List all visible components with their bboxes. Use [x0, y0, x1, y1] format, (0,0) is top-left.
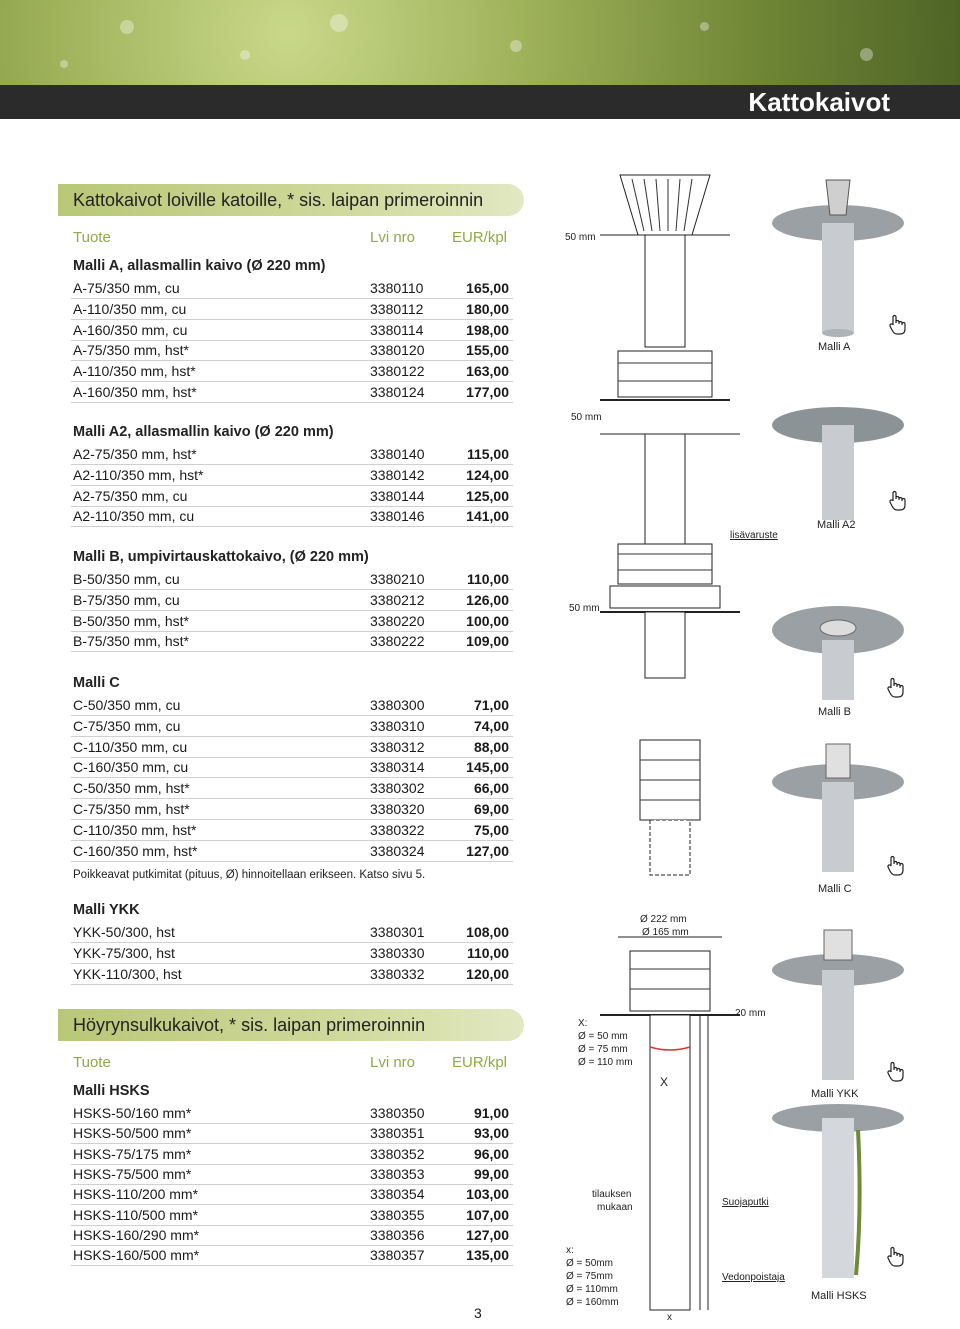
- label-malli-ykk: Malli YKK: [811, 1088, 859, 1100]
- product-name: HSKS-160/500 mm*: [73, 1247, 200, 1264]
- lvi-number: 3380357: [370, 1247, 425, 1264]
- product-name: C-110/350 mm, hst*: [73, 821, 197, 838]
- product-name: C-110/350 mm, cu: [73, 738, 188, 755]
- product-name: HSKS-160/290 mm*: [73, 1226, 200, 1243]
- price: 108,00: [466, 924, 509, 940]
- table-row: [71, 695, 513, 716]
- table-row: [71, 1245, 513, 1266]
- dim-20mm: 20 mm: [735, 1008, 766, 1019]
- product-name: HSKS-75/500 mm*: [73, 1165, 192, 1182]
- table-row: [71, 841, 513, 862]
- label-malli-b: Malli B: [818, 706, 852, 718]
- product-name: C-160/350 mm, cu: [73, 759, 189, 776]
- price: 66,00: [473, 780, 509, 797]
- product-name: A2-75/350 mm, cu: [73, 487, 188, 504]
- section-title-2: Höyrynsulkukaivot, * sis. laipan primeroinnin: [73, 1015, 426, 1035]
- price: 135,00: [466, 1247, 509, 1264]
- group-title: Malli A2, allasmallin kaivo (Ø 220 mm): [73, 424, 334, 440]
- col-head-price-2: EUR/kpl: [452, 1054, 508, 1071]
- price: 99,00: [473, 1165, 509, 1182]
- lvi-number: 3380350: [370, 1105, 425, 1121]
- header-banner-image: [0, 0, 960, 85]
- product-name: B-75/350 mm, cu: [73, 591, 180, 608]
- drawing-malli-c: [630, 740, 710, 875]
- lvi-number: 3380320: [370, 801, 425, 817]
- x-label: X:: [578, 1018, 588, 1029]
- table-row: [71, 943, 513, 964]
- hand-pointer-icon[interactable]: [887, 314, 909, 336]
- table-row: [71, 278, 513, 299]
- product-name: A2-75/350 mm, hst*: [73, 446, 197, 462]
- product-name: A-160/350 mm, hst*: [73, 384, 197, 400]
- product-name: HSKS-75/175 mm*: [73, 1145, 192, 1162]
- product-name: HSKS-110/200 mm*: [73, 1186, 199, 1203]
- x2-75: Ø = 75mm: [566, 1271, 613, 1282]
- product-name: C-50/350 mm, cu: [73, 697, 181, 713]
- table-row: [71, 757, 513, 778]
- lvi-number: 3380322: [370, 821, 425, 838]
- price: 126,00: [466, 591, 509, 608]
- hand-pointer-icon[interactable]: [885, 1061, 907, 1083]
- price: 103,00: [466, 1186, 509, 1203]
- title-bar: [0, 85, 960, 119]
- table-row: [71, 444, 513, 465]
- lvi-number: 3380301: [370, 924, 425, 940]
- group-title: Malli C: [73, 675, 120, 691]
- price: 107,00: [466, 1206, 509, 1223]
- label-malli-a2: Malli A2: [817, 519, 856, 531]
- lvi-number: 3380314: [370, 759, 425, 776]
- dim-50mm-a2: 50 mm: [571, 412, 602, 423]
- price: 145,00: [466, 759, 509, 776]
- product-name: YKK-75/300, hst: [73, 944, 175, 961]
- product-image-malli-ykk: [770, 910, 910, 1085]
- product-name: C-75/350 mm, cu: [73, 717, 181, 734]
- price: 110,00: [466, 571, 509, 587]
- table-row: [71, 1103, 513, 1124]
- group-title: Malli B, umpivirtauskattokaivo, (Ø 220 mm): [73, 549, 369, 565]
- table-row: [71, 486, 513, 507]
- group-title: Malli HSKS: [73, 1083, 150, 1099]
- product-name: A-75/350 mm, hst*: [73, 342, 189, 359]
- x2-160: Ø = 160mm: [566, 1297, 619, 1308]
- table-row: [71, 1205, 513, 1226]
- dim-x-small: x: [667, 1312, 672, 1323]
- product-name: B-50/350 mm, cu: [73, 571, 180, 587]
- lisavaruste-label: lisävaruste: [730, 530, 778, 541]
- product-name: B-75/350 mm, hst*: [73, 633, 189, 650]
- section-header-hoyrynsulku: [58, 1009, 524, 1041]
- price: 125,00: [466, 487, 509, 504]
- price: 91,00: [473, 1105, 509, 1121]
- product-name: C-50/350 mm, hst*: [73, 780, 190, 797]
- price: 124,00: [466, 466, 509, 483]
- table-row: [71, 569, 513, 590]
- lvi-number: 3380352: [370, 1145, 425, 1162]
- table-row: [71, 799, 513, 820]
- dim-d222: Ø 222 mm: [640, 914, 687, 925]
- table-row: [71, 1144, 513, 1165]
- col-head-price: EUR/kpl: [452, 229, 508, 246]
- product-name: HSKS-50/500 mm*: [73, 1125, 192, 1142]
- product-name: A-110/350 mm, hst*: [73, 363, 196, 380]
- lvi-number: 3380312: [370, 738, 425, 755]
- price: 88,00: [473, 738, 509, 755]
- price: 177,00: [466, 384, 509, 400]
- lvi-number: 3380120: [370, 342, 425, 359]
- hand-pointer-icon[interactable]: [885, 855, 907, 877]
- product-name: A2-110/350 mm, cu: [73, 508, 195, 525]
- price: 127,00: [466, 842, 509, 859]
- table-row: [71, 611, 513, 632]
- lvi-number: 3380142: [370, 466, 425, 483]
- price: 115,00: [466, 446, 509, 462]
- table-row: [71, 590, 513, 611]
- table-row: [71, 506, 513, 527]
- product-name: YKK-110/300, hst: [73, 965, 182, 982]
- product-name: C-160/350 mm, hst*: [73, 842, 198, 859]
- price: 155,00: [466, 342, 509, 359]
- x2-50: Ø = 50mm: [566, 1258, 613, 1269]
- lvi-number: 3380110: [370, 280, 424, 296]
- lvi-number: 3380302: [370, 780, 425, 797]
- table-row: [71, 820, 513, 841]
- product-name: YKK-50/300, hst: [73, 924, 175, 940]
- product-name: A-75/350 mm, cu: [73, 280, 180, 296]
- section-header-kattokaivot: [58, 184, 524, 216]
- col-head-lvi: Lvi nro: [370, 229, 416, 246]
- dim-50mm-a: 50 mm: [565, 232, 596, 243]
- price: 74,00: [473, 717, 509, 734]
- product-name: C-75/350 mm, hst*: [73, 801, 190, 817]
- lvi-number: 3380310: [370, 717, 425, 734]
- lvi-number: 3380212: [370, 591, 425, 608]
- mukaan-label: mukaan: [597, 1202, 633, 1213]
- col-head-product: Tuote: [73, 229, 111, 246]
- drawing-malli-a: [600, 175, 730, 415]
- table-row: [71, 299, 513, 320]
- table-row: [71, 340, 513, 361]
- x-110: Ø = 110 mm: [578, 1057, 633, 1068]
- page-title: Kattokaivot: [748, 87, 890, 117]
- x2-110: Ø = 110mm: [566, 1284, 618, 1295]
- price: 100,00: [466, 612, 509, 629]
- group-title: Malli A, allasmallin kaivo (Ø 220 mm): [73, 258, 326, 274]
- lvi-number: 3380146: [370, 508, 425, 525]
- price: 109,00: [466, 633, 509, 650]
- table-row: [71, 631, 513, 652]
- price: 110,00: [466, 944, 509, 961]
- lvi-number: 3380222: [370, 633, 425, 650]
- price: 198,00: [466, 321, 509, 338]
- section-title: Kattokaivot loiville katoille, * sis. laipan primeroinnin: [73, 190, 484, 210]
- lvi-number: 3380210: [370, 571, 425, 587]
- table-row: [71, 1123, 513, 1144]
- lvi-number: 3380144: [370, 487, 425, 504]
- price: 141,00: [466, 508, 509, 525]
- price: 120,00: [466, 965, 509, 982]
- lvi-number: 3380112: [370, 300, 424, 317]
- table-row: [71, 361, 513, 382]
- page-number: 3: [474, 1305, 482, 1321]
- lvi-number: 3380356: [370, 1226, 425, 1243]
- lvi-number: 3380114: [370, 321, 424, 338]
- label-malli-hsks: Malli HSKS: [811, 1290, 867, 1302]
- price: 71,00: [473, 697, 509, 713]
- price: 127,00: [466, 1226, 509, 1243]
- suojaputki-label: Suojaputki: [722, 1197, 769, 1208]
- footnote: Poikkeavat putkimitat (pituus, Ø) hinnoitellaan erikseen. Katso sivu 5.: [73, 869, 426, 881]
- lvi-number: 3380330: [370, 944, 425, 961]
- table-row: [71, 778, 513, 799]
- x-75: Ø = 75 mm: [578, 1044, 628, 1055]
- table-row: [71, 964, 513, 985]
- label-malli-a: Malli A: [818, 341, 851, 353]
- product-name: A2-110/350 mm, hst*: [73, 466, 204, 483]
- product-name: HSKS-50/160 mm*: [73, 1105, 192, 1121]
- table-row: [71, 737, 513, 758]
- vedonpoistaja-label: Vedonpoistaja: [722, 1272, 785, 1283]
- dim-50mm-b: 50 mm: [569, 603, 600, 614]
- tilauksen-label: tilauksen: [592, 1189, 632, 1200]
- price: 69,00: [473, 801, 509, 817]
- lvi-number: 3380124: [370, 384, 425, 400]
- lvi-number: 3380324: [370, 842, 425, 859]
- price: 75,00: [473, 821, 509, 838]
- table-row: [71, 1164, 513, 1185]
- price: 180,00: [466, 300, 509, 317]
- lvi-number: 3380300: [370, 697, 425, 713]
- price: 96,00: [473, 1145, 509, 1162]
- table-row: [71, 465, 513, 486]
- table-row: [71, 320, 513, 341]
- lvi-number: 3380332: [370, 965, 425, 982]
- dim-d165: Ø 165 mm: [642, 927, 689, 938]
- x2-label: x:: [566, 1245, 574, 1256]
- table-row: [71, 716, 513, 737]
- hand-pointer-icon[interactable]: [885, 1246, 907, 1268]
- table-row: [71, 922, 513, 943]
- group-title: Malli YKK: [73, 902, 140, 918]
- col-head-product-2: Tuote: [73, 1054, 111, 1071]
- product-name: A-110/350 mm, cu: [73, 300, 187, 317]
- lvi-number: 3380122: [370, 363, 425, 380]
- table-row: [71, 1184, 513, 1205]
- price: 165,00: [466, 280, 509, 296]
- product-name: HSKS-110/500 mm*: [73, 1206, 199, 1223]
- table-row: [71, 1225, 513, 1246]
- drawing-malli-a2-b: [600, 420, 740, 680]
- hand-pointer-icon[interactable]: [885, 677, 907, 699]
- dim-x: X: [660, 1075, 669, 1089]
- drawing-ykk: [600, 935, 740, 1315]
- hand-pointer-icon[interactable]: [887, 490, 909, 512]
- price: 163,00: [466, 363, 509, 380]
- table-row: [71, 382, 513, 403]
- label-malli-c: Malli C: [818, 883, 852, 895]
- lvi-number: 3380355: [370, 1206, 425, 1223]
- lvi-number: 3380353: [370, 1165, 425, 1182]
- lvi-number: 3380140: [370, 446, 425, 462]
- price: 93,00: [473, 1125, 509, 1142]
- lvi-number: 3380351: [370, 1125, 425, 1142]
- col-head-lvi-2: Lvi nro: [370, 1054, 416, 1071]
- x-50: Ø = 50 mm: [578, 1031, 628, 1042]
- product-name: B-50/350 mm, hst*: [73, 612, 189, 629]
- product-name: A-160/350 mm, cu: [73, 321, 188, 338]
- lvi-number: 3380220: [370, 612, 425, 629]
- lvi-number: 3380354: [370, 1186, 425, 1203]
